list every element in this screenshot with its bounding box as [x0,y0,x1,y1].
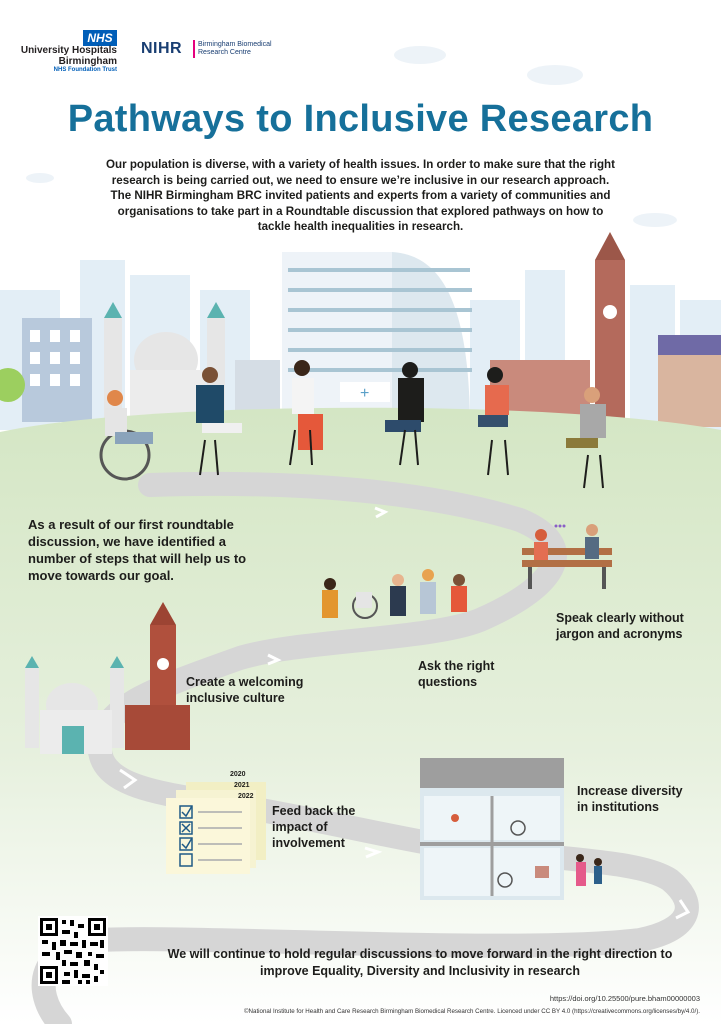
nihr-brc-line-2: Research Centre [198,49,251,56]
nihr-logo: NIHR [141,40,183,57]
nihr-brc-line-1: Birmingham Biomedical [198,41,272,48]
step-ask-questions: Ask the right questions [418,659,495,689]
checklist-year-2022: 2022 [238,793,254,800]
checklist-year-2021: 2021 [234,782,250,789]
copyright-credit: ©National Institute for Health and Care Research Birmingham Biomedical Research Centre. Licenced under CC BY 4.0 (https://creativecommons.org/licenses/by/4.0/). [243,1008,700,1015]
step-speak-clearly: Speak clearly without jargon and acronyms [556,611,684,641]
page-title: Pathways to Inclusive Research [67,98,654,140]
checklist-year-2020: 2020 [230,771,246,778]
nihr-logo-divider [193,40,195,58]
uhb-trust-label: NHS Foundation Trust [53,67,117,73]
step-increase-diversity: Increase diversity in institutions [577,784,683,814]
qr-code-icon[interactable] [38,916,108,986]
nhs-logo: NHS [83,30,117,46]
closing-statement: We will continue to hold regular discussions to move forward in the right direction to improve Equality, Diversity and Inclusivity in research [167,947,673,978]
step-feed-back: Feed back the impact of involvement [272,804,356,850]
uhb-logo-text [10,45,117,67]
svg-text:+: + [360,385,370,402]
institution-building-illustration [420,758,564,900]
uhb-city-line: Birmingham [58,56,117,67]
intro-paragraph: Our population is diverse, with a variety of health issues. In order to make sure that the right research is being carried out, we need to ensure we’re inclusive in our research approach. The NIHR Birmingham BRC invited patients and experts from a variety of communities and organisations to take part in a Roundtable discussion that explored pathways on how to tackle health inequalities in research. [106,158,615,234]
uhb-name-line: University Hospitals [20,45,117,56]
roundtable-result-text: As a result of our first roundtable discussion, we have identified a number of steps that will help us to move towards our goal. [28,517,247,583]
step-welcoming-culture: Create a welcoming inclusive culture [186,675,304,705]
doi-link[interactable]: https://doi.org/10.25500/pure.bham00000003 [549,994,700,1003]
nihr-brc-label [198,41,288,57]
